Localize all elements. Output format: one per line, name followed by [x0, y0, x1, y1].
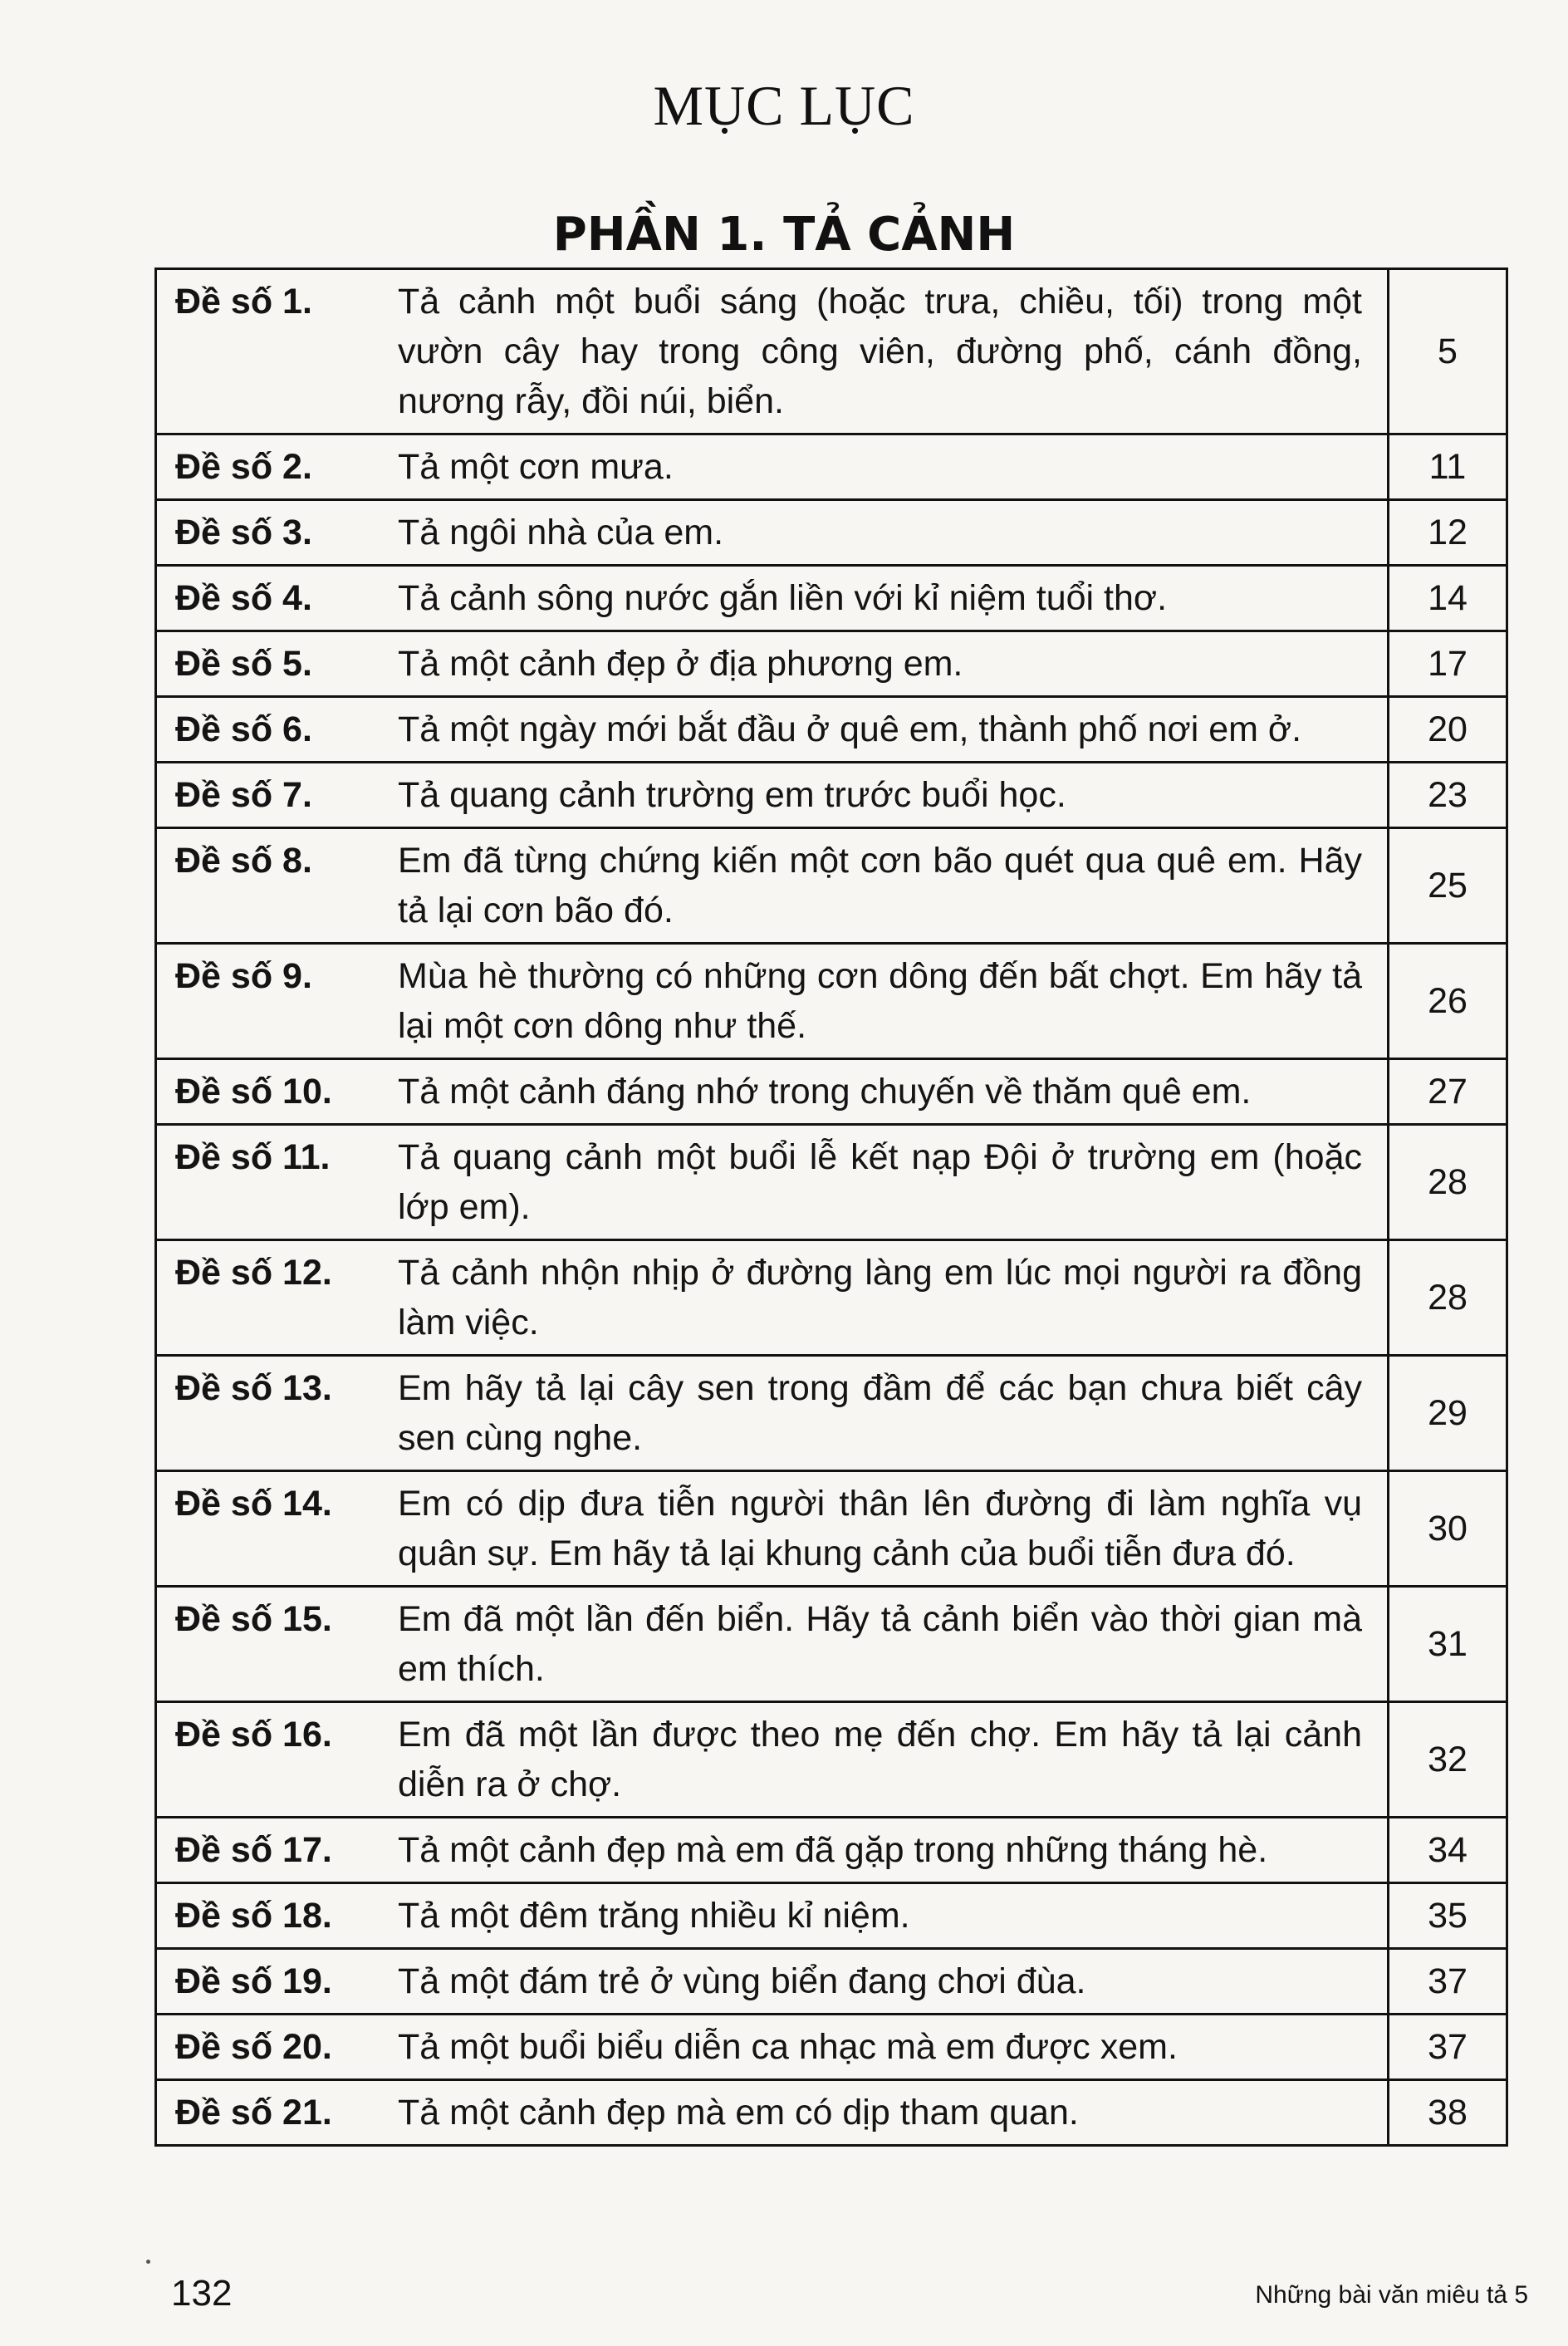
toc-page-number: 31: [1389, 1587, 1507, 1702]
toc-entry: [175, 951, 1362, 1051]
toc-page-number: 20: [1389, 697, 1507, 763]
toc-page-number: 12: [1389, 500, 1507, 566]
toc-page-number: 27: [1389, 1059, 1507, 1125]
toc-row: [156, 1356, 1507, 1471]
toc-entry-number: Đề số 3.: [175, 513, 312, 552]
toc-entry-number: Đề số 9.: [175, 956, 312, 996]
toc-entry-text: Tả một cảnh đáng nhớ trong chuyến về thăm quê em.: [398, 1072, 1252, 1112]
toc-entry-text: Em đã một lần đến biển. Hãy tả cảnh biển vào thời gian mà em thích.: [398, 1599, 1362, 1689]
toc-entry: [175, 2022, 1362, 2072]
print-speck: [146, 2260, 150, 2264]
toc-page-number: 25: [1389, 828, 1507, 944]
toc-entry: [175, 508, 1362, 557]
toc-entry-number: Đề số 13.: [175, 1368, 332, 1408]
toc-entry-cell: [156, 269, 1389, 434]
toc-page-number: 28: [1389, 1125, 1507, 1240]
toc-entry: [175, 1363, 1362, 1463]
toc-page-number: 28: [1389, 1240, 1507, 1356]
toc-entry-number: Đề số 11.: [175, 1137, 331, 1177]
toc-entry-text: Tả cảnh một buổi sáng (hoặc trưa, chiều, tối) trong một vườn cây hay trong công viên, đường phố, cánh đồng, nương rẫy, đồi núi, biển.: [398, 282, 1362, 421]
toc-entry: [175, 639, 1362, 689]
toc-entry-text: Tả một cảnh đẹp mà em đã gặp trong những tháng hè.: [398, 1830, 1268, 1870]
toc-row: [156, 828, 1507, 944]
toc-entry: [175, 836, 1362, 935]
toc-page-number: 17: [1389, 631, 1507, 697]
toc-entry-number: Đề số 14.: [175, 1484, 332, 1524]
toc-page-number: 26: [1389, 944, 1507, 1059]
toc-entry-number: Đề số 17.: [175, 1830, 332, 1870]
toc-entry: [175, 1067, 1362, 1117]
toc-entry-cell: [156, 1949, 1389, 2015]
toc-entry-number: Đề số 6.: [175, 709, 312, 749]
toc-entry-text: Tả quang cảnh một buổi lễ kết nạp Đội ở trường em (hoặc lớp em).: [398, 1137, 1362, 1227]
toc-entry-text: Tả một cảnh đẹp mà em có dịp tham quan.: [398, 2093, 1079, 2133]
toc-entry-cell: [156, 1240, 1389, 1356]
toc-page-number: 23: [1389, 763, 1507, 828]
toc-row: [156, 566, 1507, 631]
toc-entry: [175, 1956, 1362, 2006]
toc-entry-text: Em hãy tả lại cây sen trong đầm để các bạn chưa biết cây sen cùng nghe.: [398, 1368, 1362, 1458]
toc-entry-number: Đề số 15.: [175, 1599, 332, 1639]
toc-entry: [175, 1710, 1362, 1809]
footer-book-title: Những bài văn miêu tả 5: [1255, 2281, 1528, 2309]
toc-entry-number: Đề số 19.: [175, 1961, 332, 2001]
toc-entry-number: Đề số 7.: [175, 775, 312, 815]
toc-entry-cell: [156, 1471, 1389, 1587]
toc-entry-cell: [156, 1883, 1389, 1949]
toc-row: [156, 763, 1507, 828]
toc-row: [156, 1240, 1507, 1356]
toc-row: [156, 1883, 1507, 1949]
toc-entry-number: Đề số 18.: [175, 1896, 332, 1936]
toc-row: [156, 1059, 1507, 1125]
toc-entry-number: Đề số 8.: [175, 841, 312, 881]
toc-entry-cell: [156, 566, 1389, 631]
toc-entry: [175, 1248, 1362, 1347]
toc-entry-text: Tả một cơn mưa.: [398, 447, 674, 487]
toc-entry-cell: [156, 2080, 1389, 2146]
toc-entry: [175, 704, 1362, 754]
toc-row: [156, 1818, 1507, 1883]
toc-entry: [175, 1891, 1362, 1941]
toc-page-number: 32: [1389, 1702, 1507, 1818]
toc-page-number: 11: [1389, 434, 1507, 500]
page-title: MỤC LỤC: [653, 74, 915, 137]
toc-entry-number: Đề số 1.: [175, 282, 312, 321]
toc-page-number: 34: [1389, 1818, 1507, 1883]
section-title: PHẦN 1. TẢ CẢNH: [552, 208, 1016, 262]
toc-entry-text: Tả một ngày mới bắt đầu ở quê em, thành phố nơi em ở.: [398, 709, 1302, 749]
toc-entry: [175, 1132, 1362, 1232]
toc-body: [156, 269, 1507, 2146]
toc-page-number: 37: [1389, 1949, 1507, 2015]
toc-row: [156, 1587, 1507, 1702]
toc-entry-text: Tả một đêm trăng nhiều kỉ niệm.: [398, 1896, 910, 1936]
toc-entry: [175, 1594, 1362, 1694]
toc-entry-cell: [156, 1702, 1389, 1818]
footer-page-number: 132: [171, 2273, 233, 2314]
toc-entry-cell: [156, 1356, 1389, 1471]
toc-entry: [175, 2088, 1362, 2137]
toc-entry-number: Đề số 10.: [175, 1072, 332, 1112]
toc-entry-number: Đề số 12.: [175, 1253, 332, 1293]
toc-entry-text: Mùa hè thường có những cơn dông đến bất chợt. Em hãy tả lại một cơn dông như thế.: [398, 956, 1362, 1046]
toc-entry-number: Đề số 5.: [175, 644, 312, 684]
toc-entry-text: Tả quang cảnh trường em trước buổi học.: [398, 775, 1066, 815]
toc-entry-cell: [156, 697, 1389, 763]
toc-entry-text: Em đã một lần được theo mẹ đến chợ. Em hãy tả lại cảnh diễn ra ở chợ.: [398, 1715, 1362, 1804]
toc-entry-cell: [156, 1125, 1389, 1240]
toc-row: [156, 1471, 1507, 1587]
toc-entry-text: Em đã từng chứng kiến một cơn bão quét qua quê em. Hãy tả lại cơn bão đó.: [398, 841, 1362, 930]
toc-row: [156, 1702, 1507, 1818]
toc-page-number: 30: [1389, 1471, 1507, 1587]
toc-entry-text: Tả cảnh sông nước gắn liền với kỉ niệm tuổi thơ.: [398, 578, 1168, 618]
toc-entry-cell: [156, 1818, 1389, 1883]
toc-entry-cell: [156, 434, 1389, 500]
toc-entry-text: Tả một đám trẻ ở vùng biển đang chơi đùa.: [398, 1961, 1086, 2001]
toc-entry-text: Tả một buổi biểu diễn ca nhạc mà em được xem.: [398, 2027, 1178, 2067]
toc-page-number: 37: [1389, 2015, 1507, 2080]
toc-entry-number: Đề số 20.: [175, 2027, 332, 2067]
toc-entry: [175, 442, 1362, 492]
toc-entry-cell: [156, 500, 1389, 566]
toc-page-number: 5: [1389, 269, 1507, 434]
toc-entry: [175, 573, 1362, 623]
toc-row: [156, 434, 1507, 500]
toc-entry: [175, 277, 1362, 426]
toc-entry-number: Đề số 4.: [175, 578, 312, 618]
toc-entry: [175, 770, 1362, 820]
toc-page-number: 38: [1389, 2080, 1507, 2146]
toc-entry-number: Đề số 16.: [175, 1715, 332, 1755]
toc-entry-number: Đề số 21.: [175, 2093, 332, 2133]
toc-row: [156, 269, 1507, 434]
toc-table: [154, 267, 1508, 2147]
toc-row: [156, 944, 1507, 1059]
toc-entry-cell: [156, 2015, 1389, 2080]
toc-entry-cell: [156, 763, 1389, 828]
toc-row: [156, 2080, 1507, 2146]
toc-page-number: 29: [1389, 1356, 1507, 1471]
toc-page-number: 14: [1389, 566, 1507, 631]
toc-entry-text: Tả một cảnh đẹp ở địa phương em.: [398, 644, 963, 684]
toc-entry-text: Tả cảnh nhộn nhịp ở đường làng em lúc mọi người ra đồng làm việc.: [398, 1253, 1362, 1342]
toc-entry: [175, 1825, 1362, 1875]
toc-entry-text: Tả ngôi nhà của em.: [398, 513, 724, 552]
toc-entry-text: Em có dịp đưa tiễn người thân lên đường đi làm nghĩa vụ quân sự. Em hãy tả lại khung cảnh của buổi tiễn đưa đó.: [398, 1484, 1362, 1573]
toc-entry-cell: [156, 1587, 1389, 1702]
toc-entry-cell: [156, 631, 1389, 697]
toc-entry-cell: [156, 828, 1389, 944]
toc-entry-cell: [156, 1059, 1389, 1125]
toc-row: [156, 697, 1507, 763]
toc-entry-cell: [156, 944, 1389, 1059]
toc-row: [156, 1949, 1507, 2015]
toc-row: [156, 2015, 1507, 2080]
toc-page-number: 35: [1389, 1883, 1507, 1949]
toc-row: [156, 500, 1507, 566]
toc-entry: [175, 1479, 1362, 1578]
toc-entry-number: Đề số 2.: [175, 447, 312, 487]
toc-row: [156, 631, 1507, 697]
toc-row: [156, 1125, 1507, 1240]
